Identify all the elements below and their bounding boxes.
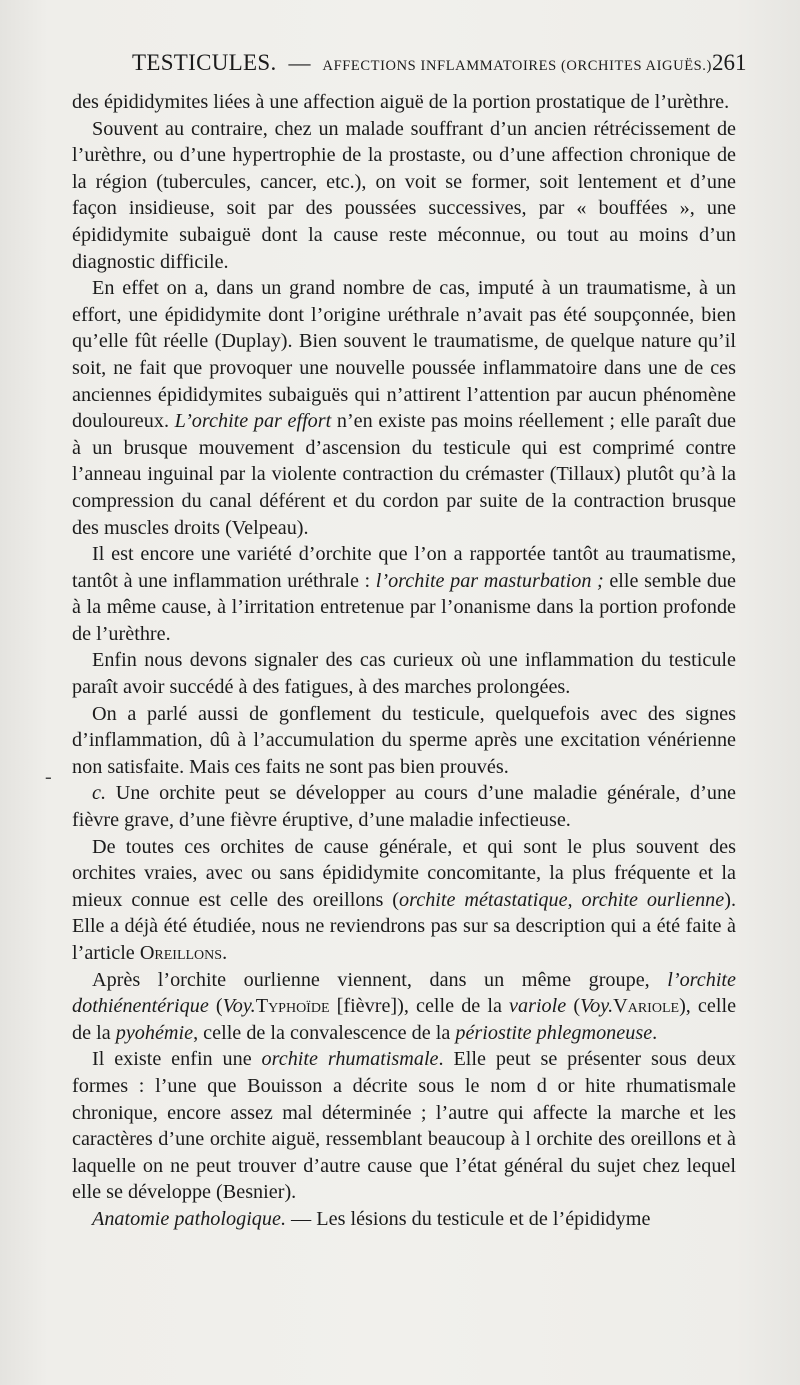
body-text — [72, 89, 736, 1233]
paragraph-10 — [72, 1046, 736, 1206]
paragraph-8-text-cont: ). Elle a déjà été étudiée, nous ne reviendrons pas sur sa description qui a été faite à l’article — [72, 888, 736, 964]
header-dash: — — [288, 50, 311, 75]
reference-variole: Variole — [613, 995, 680, 1018]
paragraph-6: On a parlé aussi de gonflement du testicule, quelquefois avec des signes d’inflammation, dû à l’accumulation du sperme après une excitation vénérienne non satisfaite. Mais ces faits ne sont pas bien prouvés. — [72, 702, 736, 778]
paragraph-9 — [72, 967, 736, 1047]
paragraph-1: des épididymites liées à une affection aiguë de la portion prostatique de l’urèthre. — [72, 91, 730, 113]
paragraph-11 — [72, 1206, 736, 1233]
header-subtitle: AFFECTIONS INFLAMMATOIRES (ORCHITES AIGUËS.) — [322, 58, 712, 74]
paragraph-3-text: En effet on a, dans un grand nombre de cas, imputé à un traumatisme, à un effort, une épididymite dont l’origine uréthrale n’avait pas été soupçonnée, bien qu’elle fût réelle (Duplay). Bien souvent le traumatisme, de quelque nature qu’il soit, ne fait que provoquer une nouvelle poussée inflammatoire dans une de ces anciennes épididymites subaiguës qui n’attirent l’attention par aucun phénomène douloureux. — [72, 277, 736, 433]
paragraph-10-text: Il existe enfin une — [92, 1048, 252, 1071]
term-orchite-rhumatismale: orchite rhumatismale — [261, 1048, 439, 1071]
paragraph-9-text-2: [fièvre]), celle de la — [336, 995, 502, 1018]
paragraph-9-end: . — [652, 1021, 658, 1044]
term-orchite-dothienenterique: l’orchite dothiénentérique — [72, 968, 736, 1018]
reference-typhoide: Typhoïde — [255, 995, 330, 1018]
paragraph-3-text-cont: n’en existe pas moins réellement ; elle paraît due à un brusque mouvement d’ascension du testicule qui est comprimé contre l’anneau inguinal par la violente contraction du crémaster (Tillaux) plutôt qu’à la compression du canal déférent et du cordon par suite de la contraction brusque des muscles droits (Velpeau). — [72, 410, 736, 539]
paragraph-8-text: De toutes ces orchites de cause générale, et qui sont le plus souvent des orchites vraies, avec ou sans épididymite concomitante, la plus fréquente et la mieux connue est celle des oreillons ( — [72, 835, 736, 911]
paragraph-8-end: . — [222, 942, 228, 964]
term-periostite-phlegmoneuse: périostite phlegmoneuse — [455, 1021, 653, 1044]
paragraph-7 — [72, 780, 736, 833]
margin-mark: - — [45, 766, 52, 788]
paragraph-4 — [72, 541, 736, 647]
term-pyohemie: pyohémie — [115, 1021, 194, 1044]
paragraph-9-text-4: , celle de la convalescence de la — [193, 1021, 451, 1044]
paragraph-4-text-cont: elle semble due à la même cause, à l’irritation entretenue par l’onanisme dans la portion profonde de l’urèthre. — [72, 569, 736, 645]
paragraph-4-text: Il est encore une variété d’orchite que l’on a rapportée tantôt au traumatisme, tantôt à une inflammation uréthrale : — [72, 543, 736, 592]
paragraph-9-text: Après l’orchite ourlienne viennent, dans un même groupe, — [92, 968, 650, 991]
voy-1: Voy. — [222, 995, 256, 1018]
paren-open-1: ( — [215, 995, 223, 1018]
page-number: 261 — [711, 50, 747, 75]
paragraph-11-text: — Les lésions du testicule et de l’épididyme — [291, 1207, 651, 1230]
section-heading-anatomie: Anatomie pathologique. — [92, 1207, 286, 1230]
term-orchite-ourlienne: orchite métastatique, orchite ourlienne — [399, 888, 725, 911]
paragraph-7-text: Une orchite peut se développer au cours d’une maladie générale, d’une fièvre grave, d’une fièvre éruptive, d’une maladie infectieuse. — [72, 782, 736, 832]
term-variole: variole — [509, 995, 567, 1018]
paragraph-2: Souvent au contraire, chez un malade souffrant d’un ancien rétrécissement de l’urèthre, ou d’une hypertrophie de la prostaste, ou d’une affection chronique de la région (tubercules, cancer, etc.), on voit se former, soit lentement et d’une façon insidieuse, soit par des poussées successives, par « bouffées », une épididymite subaiguë dont la cause reste méconnue, ou tout au moins d’un diagnostic difficile. — [72, 117, 736, 273]
paragraph-5: Enfin nous devons signaler des cas curieux où une inflammation du testicule paraît avoir succédé à des fatigues, à des marches prolongées. — [72, 649, 736, 699]
paragraph-8 — [72, 834, 736, 967]
voy-2: Voy. — [580, 995, 614, 1018]
term-orchite-par-masturbation: l’orchite par masturbation ; — [375, 569, 604, 592]
running-header — [72, 50, 747, 84]
paragraph-3 — [72, 275, 736, 541]
paragraph-9-text-3: ), celle de la — [72, 995, 737, 1044]
reference-oreillons: Oreillons — [139, 942, 223, 964]
header-title: TESTICULES. — [132, 50, 277, 75]
paren-open-2: ( — [573, 995, 581, 1018]
section-marker-c: c. — [92, 782, 107, 805]
paragraph-10-text-cont: . Elle peut se présenter sous deux formes : l’une que Bouisson a décrite sous le nom d or hite rhumatismale chronique, encore assez mal déterminée ; l’autre qui affecte la marche et les caractères d’une orchite aiguë, ressemblant beaucoup à l orchite des oreillons et à laquelle on ne peut trouver d’autre cause que l’état général du sujet chez lequel elle se développe (Besnier). — [72, 1048, 737, 1204]
term-orchite-par-effort: L’orchite par effort — [174, 410, 332, 433]
